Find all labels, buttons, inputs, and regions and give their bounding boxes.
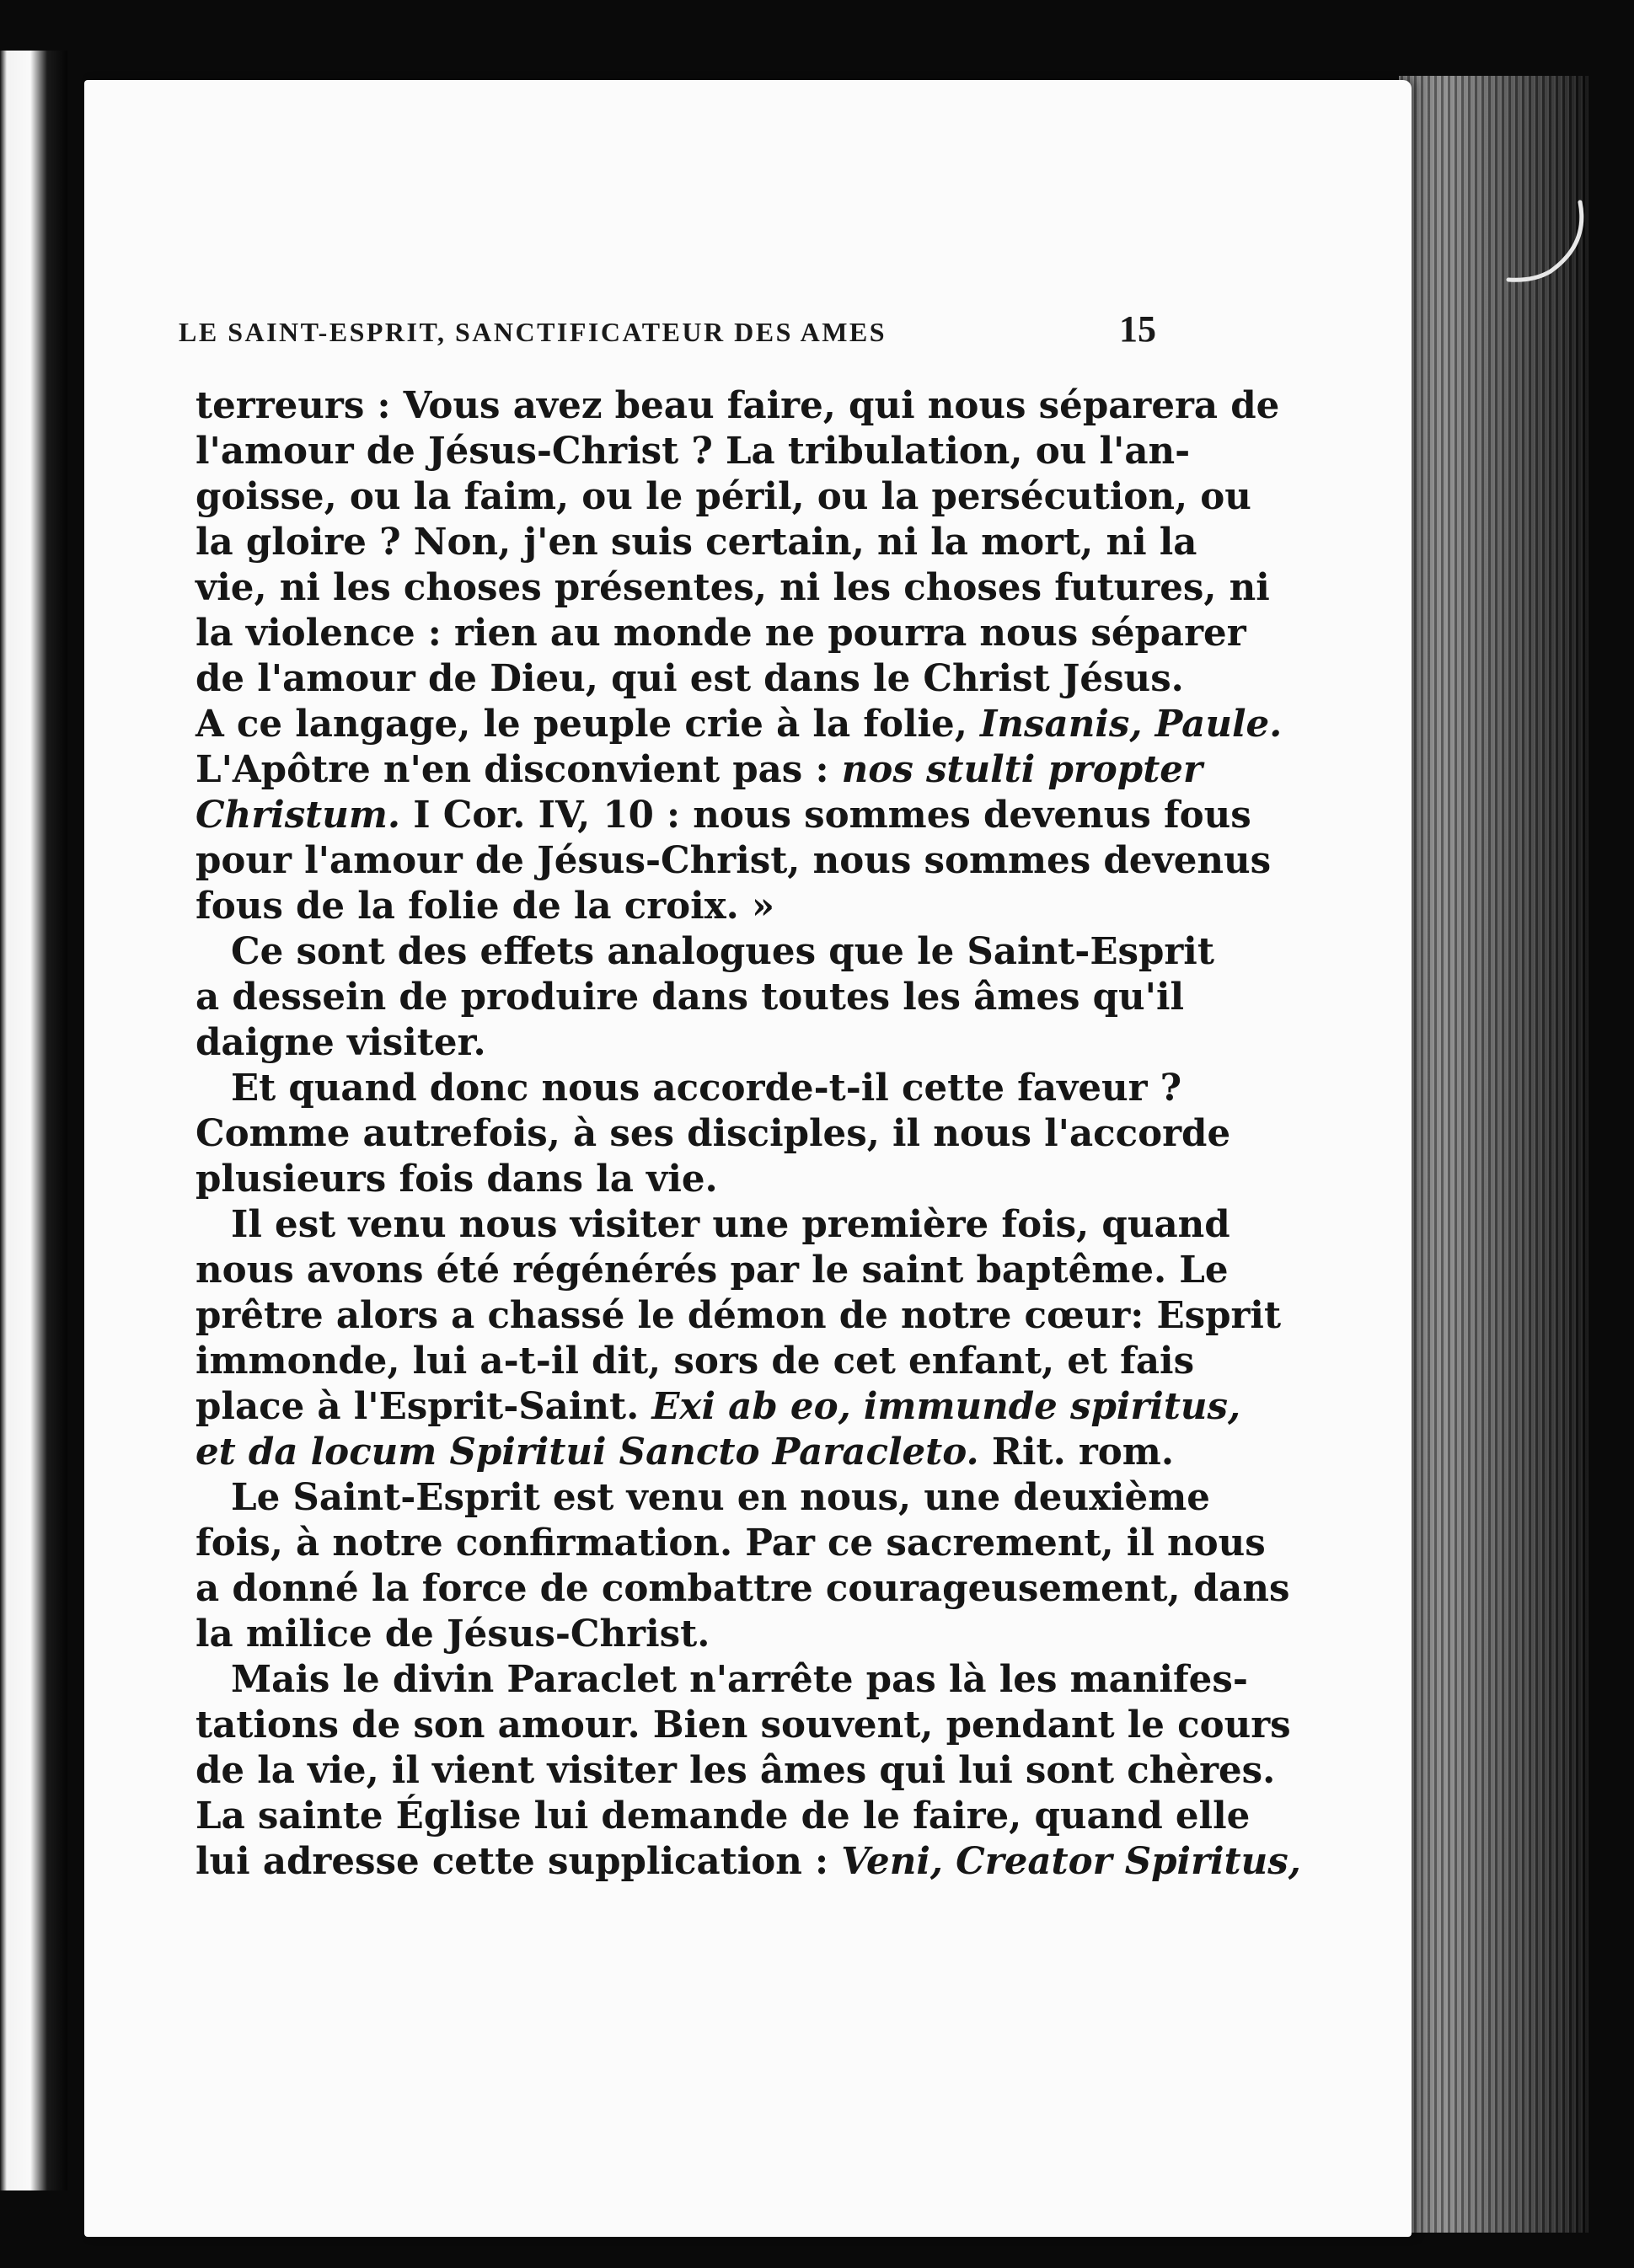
latin-quote: et da locum Spiritui Sancto Paracleto. xyxy=(196,1431,979,1474)
running-title: LE SAINT-ESPRIT, SANCTIFICATEUR DES AMES xyxy=(179,317,887,347)
text-line: Ce sont des effets analogues que le Saint-Esprit xyxy=(231,930,1214,973)
text-line: la milice de Jésus-Christ. xyxy=(196,1613,710,1656)
latin-quote: Veni, Creator Spiritus, xyxy=(841,1840,1301,1883)
latin-quote: Exi ab eo, immunde spiritus, xyxy=(651,1385,1241,1428)
text-line: de l'amour de Dieu, qui est dans le Christ Jésus. xyxy=(196,657,1184,700)
text-line: La sainte Église lui demande de le faire, quand elle xyxy=(196,1795,1251,1837)
text-line xyxy=(196,702,1283,747)
page-number: 15 xyxy=(1119,308,1156,350)
latin-quote: nos stulti propter xyxy=(841,748,1203,791)
previous-page-edge xyxy=(0,51,67,2190)
text-line: goisse, ou la faim, ou le péril, ou la persécution, ou xyxy=(196,475,1251,518)
text-line: Mais le divin Paraclet n'arrête pas là les manifes- xyxy=(231,1658,1248,1701)
text-fragment: I Cor. IV, 10 : nous sommes devenus fous xyxy=(413,794,1251,837)
text-line: Et quand donc nous accorde-t-il cette faveur ? xyxy=(231,1067,1182,1110)
text-line: plusieurs fois dans la vie. xyxy=(196,1158,718,1201)
text-line: de la vie, il vient visiter les âmes qui lui sont chères. xyxy=(196,1749,1276,1792)
text-line: Comme autrefois, à ses disciples, il nous l'accorde xyxy=(196,1112,1231,1155)
text-line xyxy=(196,1430,1174,1475)
text-line xyxy=(196,1839,1301,1885)
text-line: fois, à notre confirmation. Par ce sacrement, il nous xyxy=(196,1522,1266,1565)
text-line: Le Saint-Esprit est venu en nous, une deuxième xyxy=(231,1476,1210,1519)
text-fragment: A ce langage, le peuple crie à la folie, xyxy=(196,703,967,746)
text-line: vie, ni les choses présentes, ni les choses futures, ni xyxy=(196,566,1270,609)
text-line: tations de son amour. Bien souvent, pendant le cours xyxy=(196,1704,1291,1746)
text-line xyxy=(196,747,1203,793)
scan-mark xyxy=(1500,194,1593,295)
text-line: Il est venu nous visiter une première fois, quand xyxy=(231,1203,1230,1246)
text-line: la gloire ? Non, j'en suis certain, ni la mort, ni la xyxy=(196,521,1197,564)
latin-quote: Christum. xyxy=(196,794,401,837)
text-fragment: L'Apôtre n'en disconvient pas : xyxy=(196,748,829,791)
text-line: l'amour de Jésus-Christ ? La tribulation, ou l'an- xyxy=(196,430,1191,473)
text-line: immonde, lui a-t-il dit, sors de cet enfant, et fais xyxy=(196,1340,1195,1383)
book-page-edges xyxy=(1399,76,1588,2233)
text-line: fous de la folie de la croix. » xyxy=(196,885,775,928)
text-line xyxy=(196,1384,1241,1430)
text-line: a donné la force de combattre courageusement, dans xyxy=(196,1567,1290,1610)
body-text xyxy=(196,383,1301,1885)
latin-quote: Insanis, Paule. xyxy=(980,703,1283,746)
text-line: pour l'amour de Jésus-Christ, nous sommes devenus xyxy=(196,839,1272,882)
text-line: a dessein de produire dans toutes les âmes qu'il xyxy=(196,976,1185,1019)
text-line: daigne visiter. xyxy=(196,1021,486,1064)
running-header xyxy=(179,308,1156,358)
text-line: terreurs : Vous avez beau faire, qui nous séparera de xyxy=(196,384,1280,427)
text-fragment: place à l'Esprit-Saint. xyxy=(196,1385,640,1428)
text-line: la violence : rien au monde ne pourra nous séparer xyxy=(196,612,1246,655)
text-fragment: lui adresse cette supplication : xyxy=(196,1840,829,1883)
text-line: nous avons été régénérés par le saint baptême. Le xyxy=(196,1249,1229,1292)
text-line xyxy=(196,793,1251,838)
text-line: prêtre alors a chassé le démon de notre cœur: Esprit xyxy=(196,1294,1282,1337)
text-fragment: Rit. rom. xyxy=(991,1431,1174,1474)
